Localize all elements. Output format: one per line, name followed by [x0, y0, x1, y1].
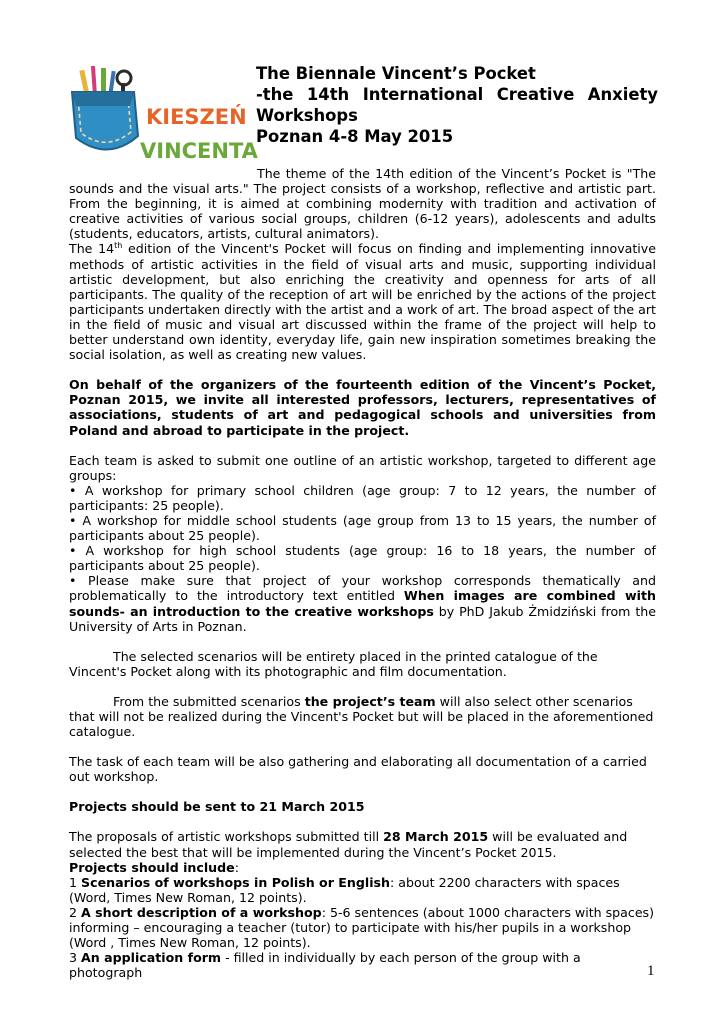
title-line-2: -the 14th International Creative Anxiety [256, 85, 658, 104]
submitted-paragraph: From the submitted scenarios the project’s team will also select other scenarios that will not be realized during the Vincent's Pocket but will be placed in the aforementioned catalogue. [69, 693, 654, 740]
teams-intro: Each team is asked to submit one outline of an artistic workshop, targeted to different age groups: [69, 452, 656, 483]
logo-word-2: VINCENTA [140, 139, 258, 163]
deadline-paragraph: Projects should be sent to 21 March 2015 [69, 799, 365, 815]
list-item: • A workshop for middle school students (age group from 13 to 15 years, the number of participants about 25 people). [69, 512, 656, 544]
include-item-2: 2 A short description of a workshop: 5-6 sentences (about 1000 characters with spaces) informing – encouraging a teacher (tutor) to participate with his/her pupils in a workshop (Word , Times New Roman, 12 points). [69, 904, 655, 951]
include-item-1: 1 Scenarios of workshops in Polish or English: about 2200 characters with spaces (Word, Times New Roman, 12 points). [69, 874, 620, 905]
list-item: • A workshop for primary school children (age group: 7 to 12 years, the number of participants: 25 people). [69, 482, 656, 513]
invitation-paragraph: On behalf of the organizers of the fourteenth edition of the Vincent’s Pocket, Poznan 2015, we invite all interested professors, lecturers, representatives of associations, students of art and pedagogical schools and universities from Poland and abroad to participate in the project. [69, 377, 656, 438]
kieszen-vincenta-logo [68, 66, 258, 166]
document-title [256, 63, 658, 147]
proposals-paragraph: The proposals of artistic workshops submitted till 28 March 2015 will be evaluated and selected the best that will be implemented during the Vincent’s Pocket 2015. [69, 829, 628, 860]
title-line-4: Poznan 4-8 May 2015 [256, 127, 454, 146]
logo-word-1: KIESZEŃ [146, 105, 247, 129]
list-item: • Please make sure that project of your workshop corresponds thematically and problematically to the introductory text entitled When images are combined with sounds- an introduction to the creative workshops by PhD Jakub Żmidziński from the University of Arts in Poznan. [69, 573, 656, 634]
intro-paragraph-1: The theme of the 14th edition of the Vincent’s Pocket is "The sounds and the visual arts." The project consists of a workshop, reflective and artistic part. From the beginning, it is aimed at combining modernity with tradition and activation of creative activities of various social groups, children (6-12 years), adolescents and adults (students, educators, artists, cultural animators). [69, 166, 656, 242]
include-heading: Projects should include: [69, 859, 239, 875]
selected-paragraph: The selected scenarios will be entirety placed in the printed catalogue of the Vincent's Pocket along with its photographic and film documentation. [69, 648, 598, 679]
title-line-3: Workshops [256, 106, 358, 125]
intro-paragraph-2: The 14th edition of the Vincent's Pocket will focus on finding and implementing innovative methods of artistic activities in the field of visual arts and music, supporting individual artistic development, but also enriching the creativity and openness for arts of all participants. The quality of the reception of art will be enriched by the actions of the project participants undertaken directly with the artist and a work of art. The broad aspect of the art in the field of music and visual art discussed within the frame of the project will help to better understand own identity, everyday life, gain new inspiration sometimes breaking the social isolation, as well as creating new values. [69, 241, 657, 363]
document-body [69, 166, 656, 980]
include-item-3: 3 An application form - filled in individually by each person of the group with a photograph [69, 950, 581, 981]
list-item: • A workshop for high school students (age group: 16 to 18 years, the number of participants about 25 people). [69, 543, 656, 574]
task-paragraph: The task of each team will be also gathering and elaborating all documentation of a carried out workshop. [69, 754, 647, 785]
page-number: 1 [647, 963, 655, 979]
title-line-1: The Biennale Vincent’s Pocket [256, 64, 536, 83]
